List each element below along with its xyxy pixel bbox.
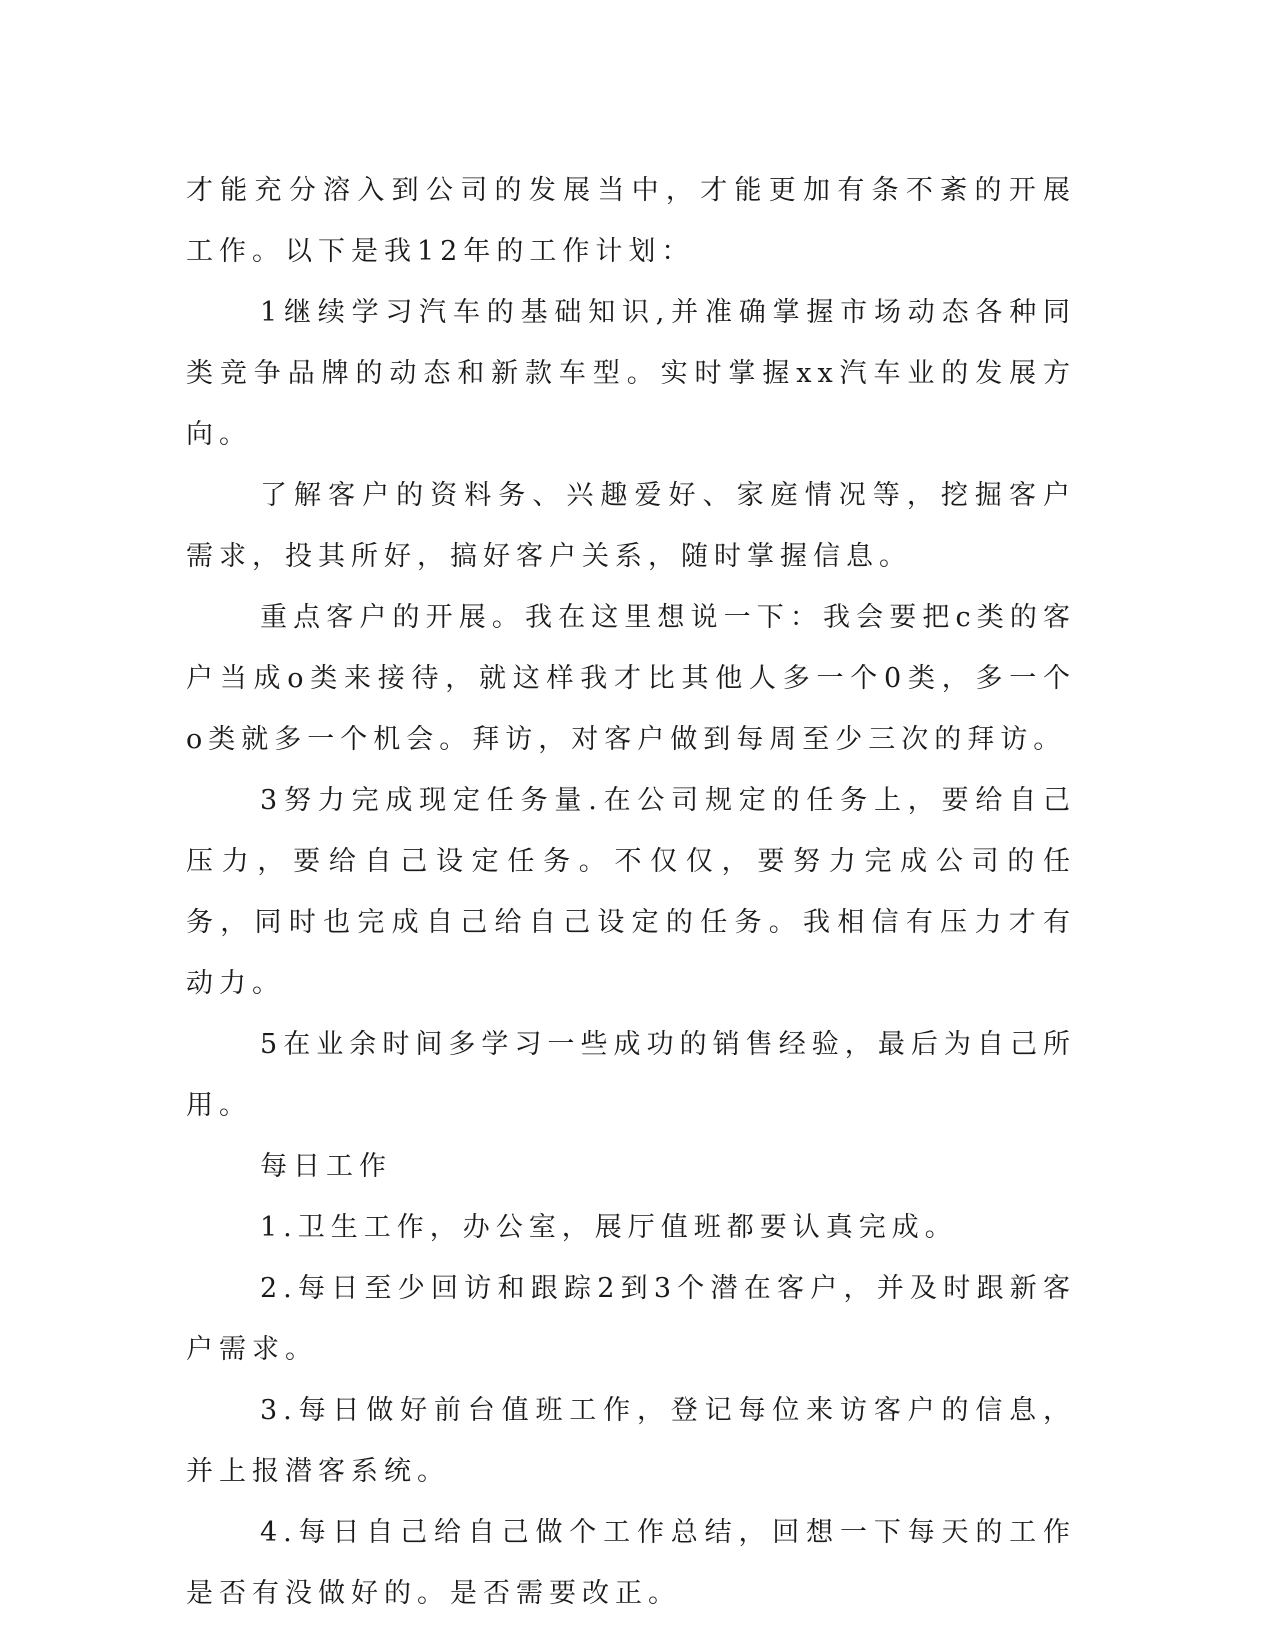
daily-item-3: 3.每日做好前台值班工作，登记每位来访客户的信息，并上报潜客系统。 [186, 1395, 1076, 1487]
daily-item-2: 2.每日至少回访和跟踪2到3个潜在客户，并及时跟新客户需求。 [186, 1273, 1076, 1365]
daily-item-4: 4.每日自己给自己做个工作总结，回想一下每天的工作是否有没做好的。是否需要改正。 [186, 1517, 1076, 1609]
section-heading-daily-work: 每日工作 [260, 1151, 392, 1182]
paragraph-item-5: 5在业余时间多学习一些成功的销售经验，最后为自己所用。 [186, 1029, 1076, 1121]
paragraph-item-1: 1继续学习汽车的基础知识,并准确掌握市场动态各种同类竞争品牌的动态和新款车型。实时掌握xx汽车业的发展方向。 [186, 297, 1076, 450]
daily-item-1: 1.卫生工作，办公室，展厅值班都要认真完成。 [260, 1212, 958, 1243]
document-body [186, 160, 1076, 1624]
paragraph-key-customers: 重点客户的开展。我在这里想说一下：我会要把c类的客户当成o类来接待，就这样我才比其他人多一个0类，多一个o类就多一个机会。拜访，对客户做到每周至少三次的拜访。 [186, 602, 1076, 755]
paragraph-intro: 才能充分溶入到公司的发展当中，才能更加有条不紊的开展工作。以下是我12年的工作计划： [186, 175, 1076, 267]
paragraph-item-3: 3努力完成现定任务量.在公司规定的任务上，要给自己压力，要给自己设定任务。不仅仅，要努力完成公司的任务，同时也完成自己给自己设定的任务。我相信有压力才有动力。 [186, 785, 1076, 999]
paragraph-customer-info: 了解客户的资料务、兴趣爱好、家庭情况等，挖掘客户需求，投其所好，搞好客户关系，随时掌握信息。 [186, 480, 1076, 572]
